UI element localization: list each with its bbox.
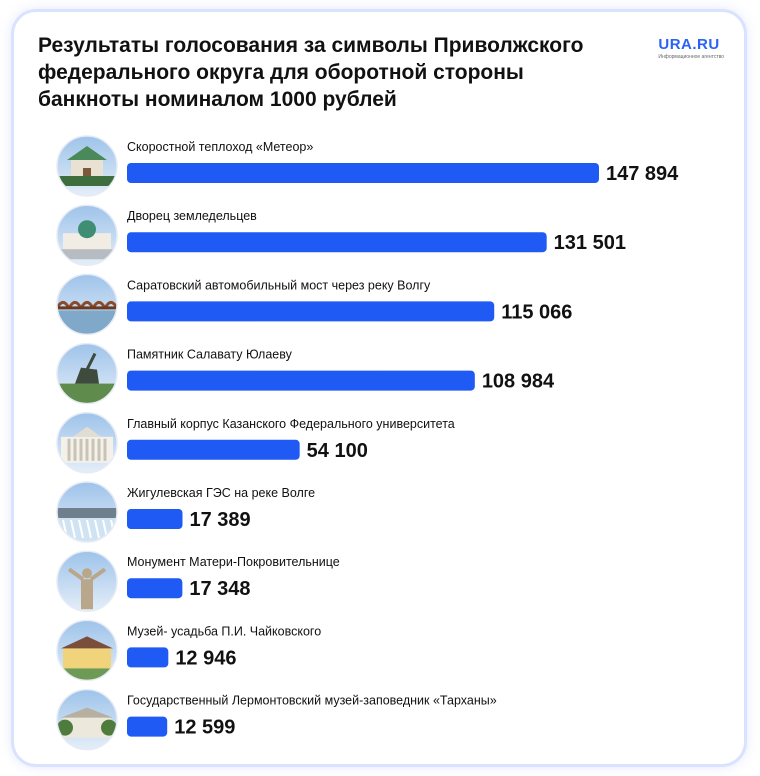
value-label: 12 599 (174, 716, 236, 739)
category-label: Музей- усадьба П.И. Чайковского (127, 624, 322, 639)
bar (127, 578, 182, 598)
category-label: Памятник Салавату Юлаеву (127, 347, 292, 362)
bar (127, 717, 167, 737)
chart-title: Результаты голосования за символы Приволжского федерального округа для оборотной стороны банкноты номиналом 1000 рублей (38, 34, 584, 111)
value-label: 147 894 (606, 163, 679, 185)
category-label: Саратовский автомобильный мост через реку Волгу (127, 278, 431, 293)
bar (127, 440, 300, 460)
category-label: Главный корпус Казанского Федерального университета (127, 416, 455, 431)
value-label: 131 501 (553, 232, 626, 255)
bar (127, 301, 494, 321)
logo-subtitle: Информационное агентство (658, 54, 724, 60)
category-label: Жигулевская ГЭС на реке Волге (127, 486, 316, 500)
value-label: 17 348 (189, 578, 251, 601)
logo-text: URA.RU (658, 36, 720, 53)
bar (127, 232, 547, 252)
category-label: Государственный Лермонтовский музей-заповедник «Тарханы» (127, 693, 497, 708)
bar (127, 509, 182, 529)
value-label: 54 100 (306, 439, 368, 462)
category-label: Скоростной теплоход «Метеор» (127, 140, 314, 154)
category-label: Дворец земледельцев (127, 209, 257, 224)
bar (127, 163, 599, 183)
value-label: 115 066 (501, 301, 573, 324)
bar (127, 371, 475, 391)
category-label: Монумент Матери-Покровительнице (127, 555, 340, 570)
value-label: 12 946 (175, 647, 237, 670)
bar (127, 647, 168, 667)
value-label: 108 984 (481, 370, 555, 393)
value-label: 17 389 (189, 509, 251, 531)
